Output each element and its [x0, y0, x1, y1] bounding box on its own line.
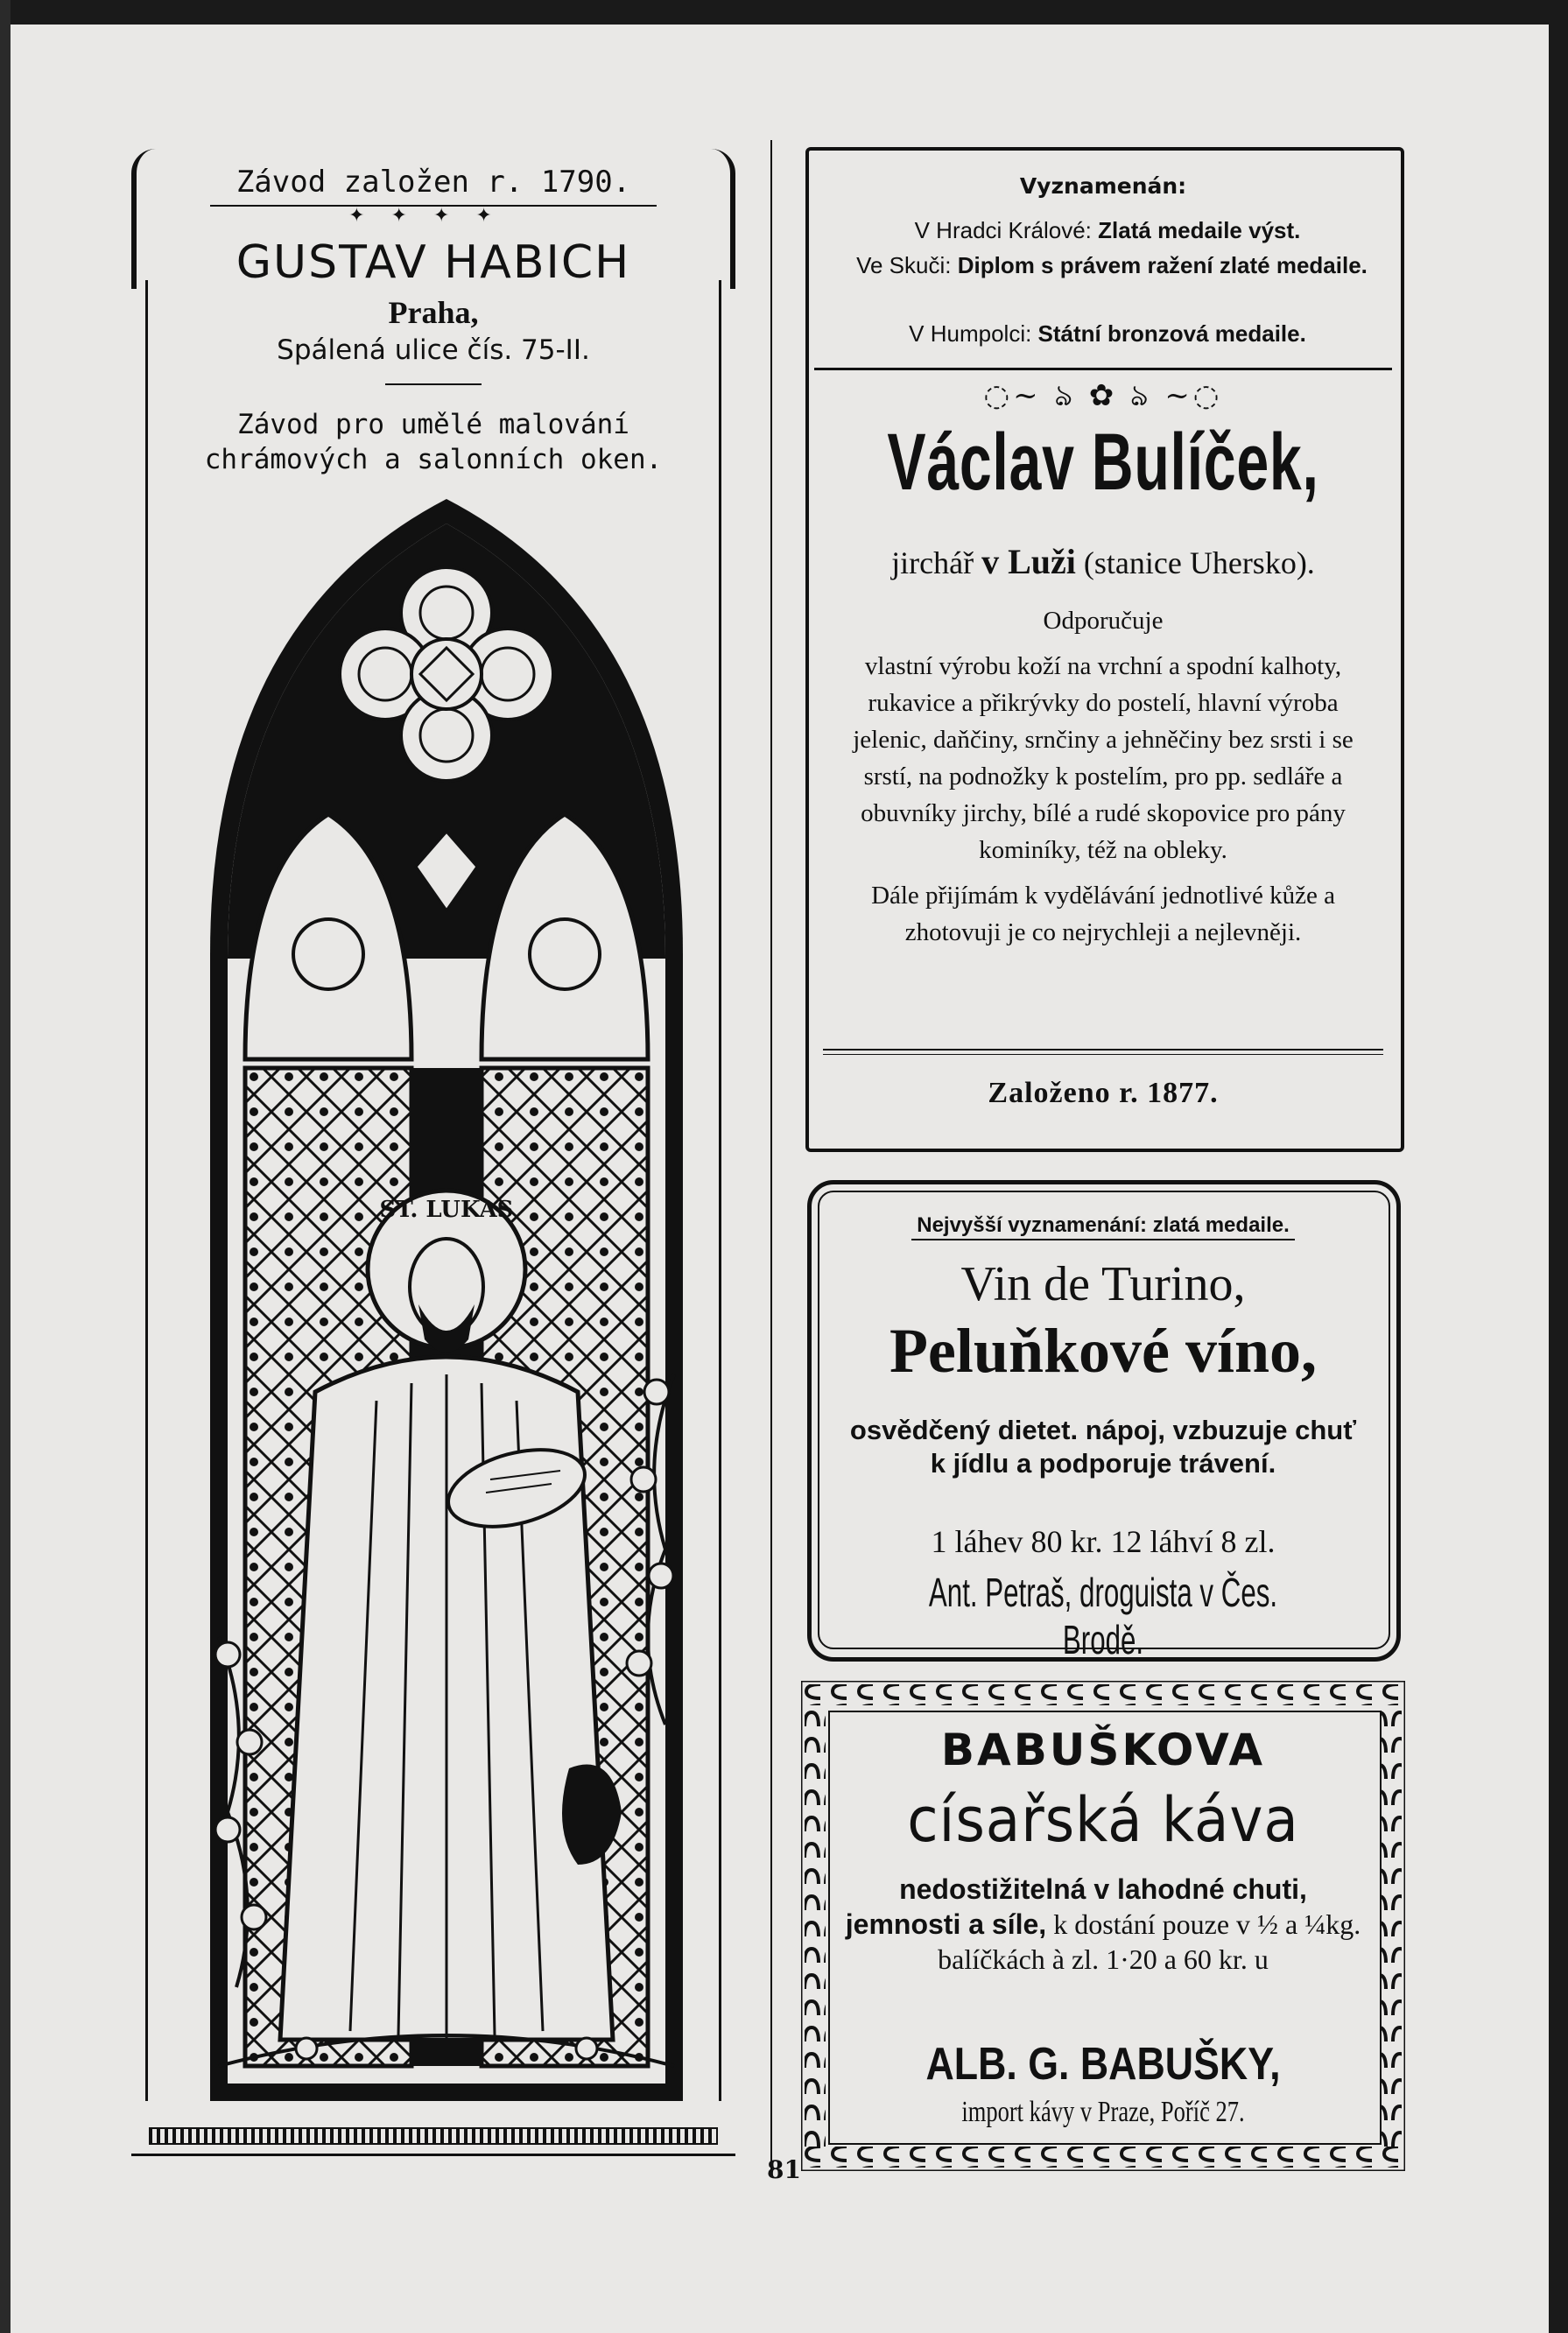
scan-edge-right	[1549, 0, 1568, 2333]
product-description	[840, 1872, 1366, 1977]
svg-text:ST. LUKAS: ST. LUKAS	[379, 1197, 514, 1223]
body-paragraph: vlastní výrobu koží na vrchní a spodní kalhoty, rukavice a přikrývky do postelí, hlavní výroba jelenic, daňčiny, srnčiny a jehněčiny bez srsti i se srstí, na podnožky k postelím, pro pp. sedláře a obuvníky jirchy, bílé a rudé skopovice pro pány kominíky, též na obleky.	[853, 652, 1354, 864]
bulicek-name: Václav Bulíček,	[887, 418, 1319, 507]
scan-edge-top	[0, 0, 1568, 25]
habich-advertisement	[131, 149, 735, 2162]
divider	[385, 383, 482, 385]
ornament-icon: ✦✦✦✦	[348, 205, 518, 227]
divider	[823, 1049, 1383, 1051]
award-text: Státní bronzová medaile.	[1037, 320, 1306, 347]
product-price: 1 láhev 80 kr. 12 láhví 8 zl.	[931, 1524, 1276, 1559]
description-bold: jemnosti a síle,	[845, 1908, 1047, 1940]
body-paragraph: Dále přijímám k vydělávání jednotlivé kůže a zhotovuji je co nejrychleji a nejlevněji.	[871, 882, 1335, 946]
habich-street: Spálená ulice čís. 75-II.	[277, 334, 590, 366]
award-line	[823, 320, 1392, 348]
award-place: V Hradci Králové:	[914, 217, 1092, 243]
bulicek-advertisement	[797, 138, 1410, 1154]
product-description: osvědčený dietet. nápoj, vzbuzuje chuť k jídlu a podporuje trávení.	[849, 1415, 1357, 1479]
product-name: Vin de Turino,	[960, 1257, 1246, 1311]
bulicek-body	[832, 602, 1375, 959]
owner-name: ALB. G. BABUŠKY,	[925, 2039, 1281, 2090]
award-place: V Humpolci:	[909, 320, 1032, 347]
header-text: Nejvyšší vyznamenání: zlatá medaile.	[911, 1213, 1295, 1240]
product-name-czech: Peluňkové víno,	[889, 1316, 1318, 1386]
stained-glass-window-icon	[201, 499, 692, 2101]
award-place: Ve Skuči:	[856, 252, 952, 278]
recommend-label: Odporučuje	[1043, 607, 1164, 635]
border-left	[145, 280, 148, 2101]
habich-name: GUSTAV HABICH	[236, 236, 631, 289]
habich-city: Praha,	[388, 295, 479, 330]
babuska-advertisement	[797, 1681, 1410, 2180]
habich-description: Závod pro umělé malování chrámových a salonních oken.	[204, 409, 663, 475]
divider	[814, 368, 1392, 370]
ornament-icon: ◌~ ঌ ✿ ঌ ~◌	[983, 378, 1223, 413]
turino-advertisement	[797, 1164, 1410, 1672]
habich-founded: Závod založen r. 1790.	[236, 165, 631, 200]
award-line	[849, 252, 1375, 279]
award-text: Diplom s právem ražení zlaté medaile.	[957, 252, 1368, 278]
import-address: import kávy v Praze, Poříč 27.	[961, 2096, 1245, 2128]
trade-suffix: (stanice Uhersko).	[1083, 545, 1315, 580]
bulicek-founded: Založeno r. 1877.	[988, 1077, 1219, 1109]
description-bold: nedostižitelná v lahodné chuti,	[899, 1873, 1307, 1905]
product-name: císařská káva	[907, 1784, 1299, 1856]
description-text: k dostání pouze v ½ a ¼kg. balíčkách à zl. 1·20 a 60 kr. u	[938, 1908, 1361, 1975]
seller-name: Ant. Petraš, droguista v Čes. Brodě.	[928, 1570, 1278, 1662]
award-text: Zlatá medaile výst.	[1098, 217, 1301, 243]
column-divider	[770, 140, 772, 2171]
brand-name: BABUŠKOVA	[940, 1725, 1266, 1775]
bulicek-trade	[797, 541, 1410, 582]
trade-prefix: jirchář	[891, 545, 974, 580]
divider	[823, 1054, 1383, 1055]
awards-title: Vyznamenán:	[1019, 173, 1187, 199]
award-line	[823, 217, 1392, 244]
trade-place: v Luži	[981, 542, 1076, 581]
page-number: 81	[767, 2155, 801, 2184]
border-right	[719, 280, 721, 2101]
decorative-band	[149, 2127, 718, 2145]
scan-edge-left	[0, 0, 11, 2333]
turino-header	[797, 1213, 1410, 1238]
